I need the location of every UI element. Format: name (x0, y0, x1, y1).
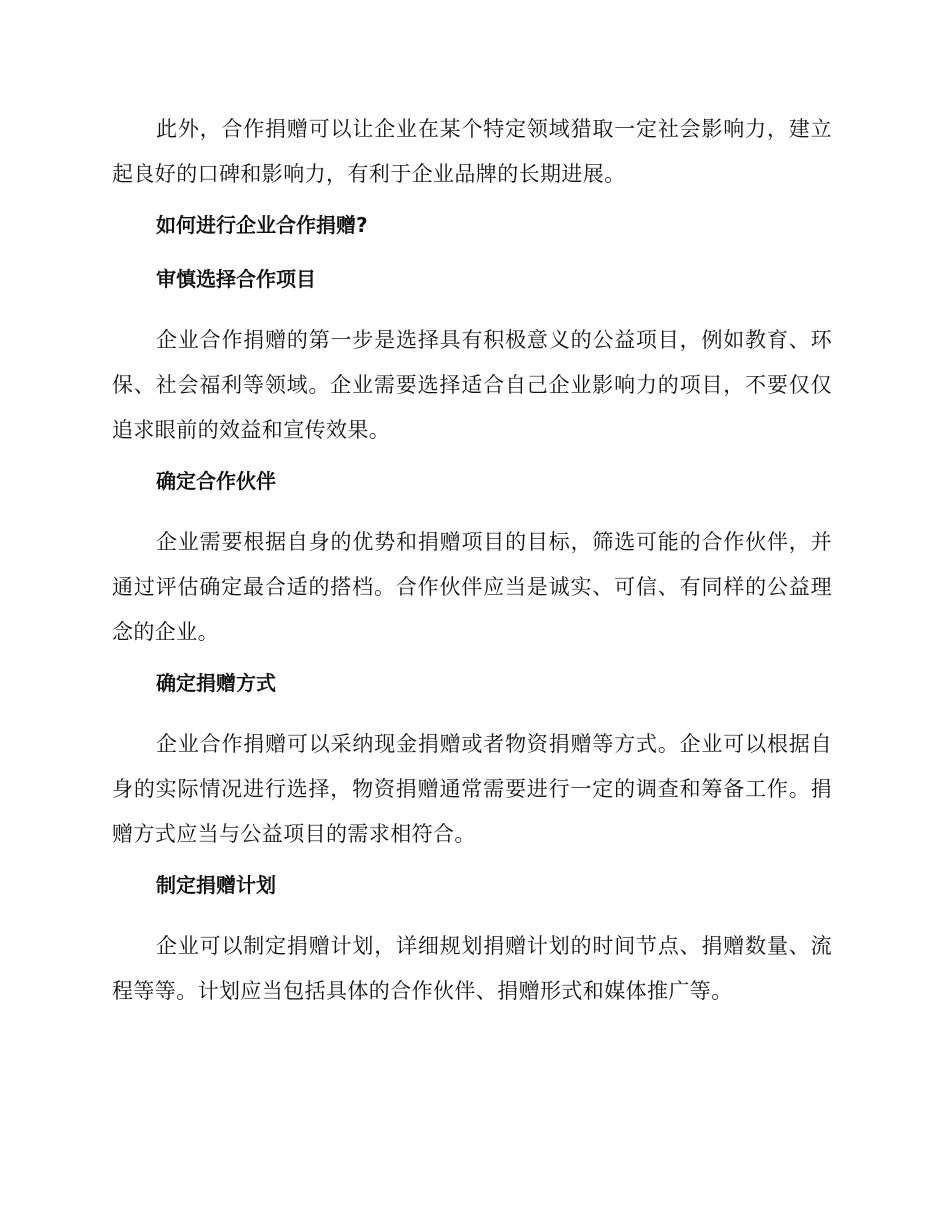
paragraph-partner: 企业需要根据自身的优势和捐赠项目的目标，筛选可能的合作伙伴，并通过评估确定最合适的搭档。合作伙伴应当是诚实、可信、有同样的公益理念的企业。 (112, 530, 832, 644)
heading-donation-plan: 制定捐赠计划 (156, 873, 276, 897)
document-body (112, 107, 832, 1014)
heading-donation-method: 确定捐赠方式 (156, 671, 276, 695)
heading-how-to-donate: 如何进行企业合作捐赠? (156, 213, 368, 237)
paragraph-select-project: 企业合作捐赠的第一步是选择具有积极意义的公益项目，例如教育、环保、社会福利等领域。企业需要选择适合自己企业影响力的项目，不要仅仅追求眼前的效益和宣传效果。 (112, 328, 832, 442)
heading-select-project: 审慎选择合作项目 (156, 267, 316, 291)
paragraph-donation-method: 企业合作捐赠可以采纳现金捐赠或者物资捐赠等方式。企业可以根据自身的实际情况进行选择，物资捐赠通常需要进行一定的调查和筹备工作。捐赠方式应当与公益项目的需求相符合。 (112, 732, 832, 846)
heading-partner: 确定合作伙伴 (156, 469, 276, 493)
paragraph-influence: 此外，合作捐赠可以让企业在某个特定领域猎取一定社会影响力，建立起良好的口碑和影响力，有利于企业品牌的长期进展。 (112, 117, 832, 186)
paragraph-donation-plan: 企业可以制定捐赠计划，详细规划捐赠计划的时间节点、捐赠数量、流程等等。计划应当包括具体的合作伙伴、捐赠形式和媒体推广等。 (112, 934, 832, 1003)
